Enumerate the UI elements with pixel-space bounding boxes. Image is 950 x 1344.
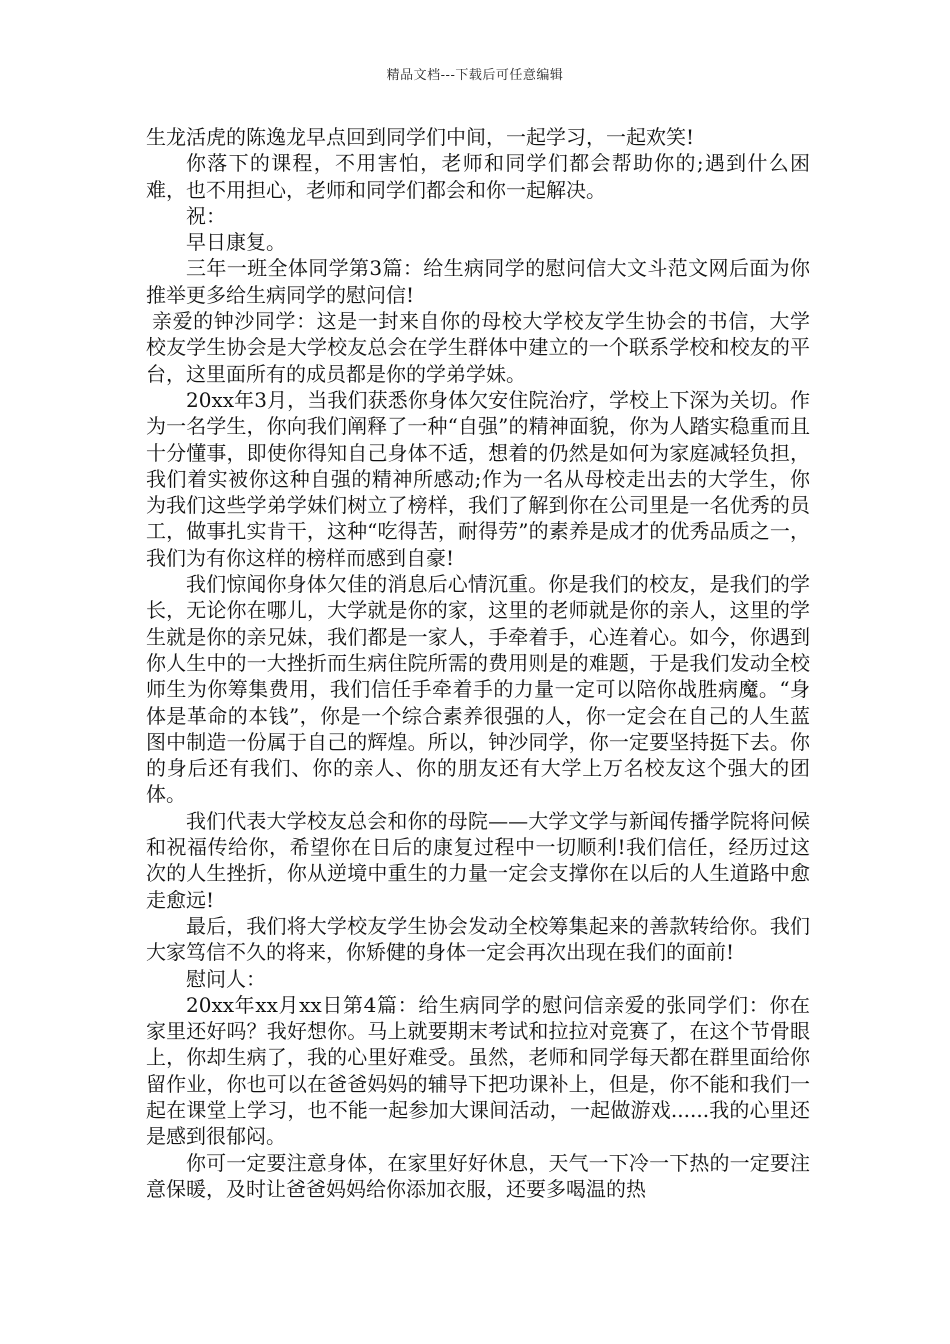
paragraph: 生龙活虎的陈逸龙早点回到同学们中间，一起学习，一起欢笑! xyxy=(146,125,695,149)
paragraph: 20xx年xx月xx日第4篇：给生病同学的慰问信亲爱的张同学们：你在家里还好吗？我好想你。马上就要期末考试和拉拉对竞赛了，在这个节骨眼上，你却生病了，我的心里好难受。虽然，老师和同学每天都在群里面给你留作业，你也可以在爸爸妈妈的辅导下把功课补上，但是，你不能和我们一起在课堂上学习，也不能一起参加大课间活动，一起做游戏......我的心里还是感到很郁闷。 xyxy=(146,992,810,1149)
document-body xyxy=(146,124,810,1202)
paragraph: 我们代表大学校友总会和你的母院——大学文学与新闻传播学院将问候和祝福传给你，希望你在日后的康复过程中一切顺利!我们信任，经历过这次的人生挫折，你从逆境中重生的力量一定会支撑你在以后的人生道路中愈走愈远! xyxy=(146,808,810,912)
page-header: 精品文档---下载后可任意编辑 xyxy=(386,68,564,83)
paragraph: 最后，我们将大学校友学生协会发动全校筹集起来的善款转给你。我们大家笃信不久的将来，你矫健的身体一定会再次出现在我们的面前! xyxy=(146,913,810,965)
paragraph: 祝： xyxy=(186,203,226,228)
paragraph: 早日康复。 xyxy=(186,230,286,255)
paragraph: 20xx年3月，当我们获悉你身体欠安住院治疗，学校上下深为关切。作为一名学生，你向我们阐释了一种“自强”的精神面貌，你为人踏实稳重而且十分懂事，即使你得知自己身体不适，想着的仍然是如何为家庭减轻负担，我们着实被你这种自强的精神所感动;作为一名从母校走出去的大学生，你为我们这些学弟学妹们树立了榜样，我们了解到你在公司里是一名优秀的员工，做事扎实肯干，这种“吃得苦，耐得劳”的素养是成才的优秀品质之一，我们为有你这样的榜样而感到自豪! xyxy=(146,387,810,570)
paragraph: 三年一班全体同学第3篇：给生病同学的慰问信大文斗范文网后面为你推举更多给生病同学的慰问信! xyxy=(146,256,810,307)
paragraph: 你可一定要注意身体，在家里好好休息，天气一下冷一下热的一定要注意保暖，及时让爸爸妈妈给你添加衣服，还要多喝温的热 xyxy=(146,1150,810,1201)
paragraph: 慰问人： xyxy=(186,966,266,991)
paragraph: 亲爱的钟沙同学：这是一封来自你的母校大学校友学生协会的书信，大学校友学生协会是大学校友总会在学生群体中建立的一个联系学校和校友的平台，这里面所有的成员都是你的学弟学妹。 xyxy=(146,309,810,386)
paragraph: 我们惊闻你身体欠佳的消息后心情沉重。你是我们的校友，是我们的学长，无论你在哪儿，大学就是你的家，这里的老师就是你的亲人，这里的学生就是你的亲兄妹，我们都是一家人，手牵着手，心连着心。如今，你遇到你人生中的一大挫折而生病住院所需的费用则是的难题，于是我们发动全校师生为你筹集费用，我们信任手牵着手的力量一定可以陪你战胜病魔。“身体是革命的本钱”，你是一个综合素养很强的人，你一定会在自己的人生蓝图中制造一份属于自己的辉煌。所以，钟沙同学，你一定要坚持挺下去。你的身后还有我们、你的亲人、你的朋友还有大学上万名校友这个强大的团体。 xyxy=(146,572,810,807)
paragraph: 你落下的课程，不用害怕，老师和同学们都会帮助你的;遇到什么困难，也不用担心，老师和同学们都会和你一起解决。 xyxy=(146,151,810,202)
